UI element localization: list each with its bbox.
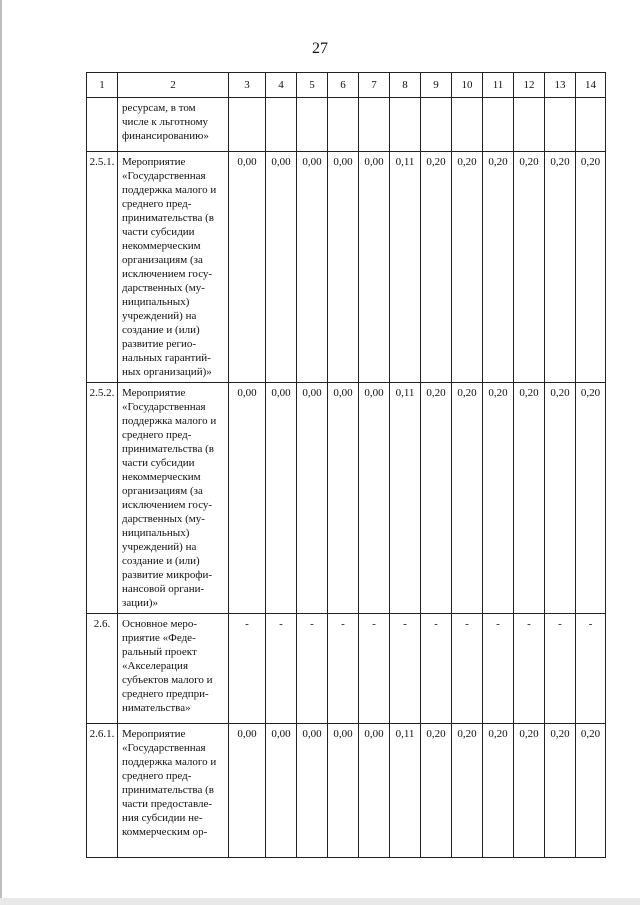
value-cell-col-14: - [576,614,606,724]
scan-bottom-edge [0,898,640,905]
header-cell-14: 14 [576,73,606,98]
header-cell-7: 7 [359,73,390,98]
value-cell-col-4: 0,00 [266,724,297,858]
row-description: Мероприятие «Государственная поддержка малого и среднего пред-принимательства (в части субсидии некоммерческим организациям (за исключением госу-дарственных (му-ниципальных) учреждений) на создание и (или) развитие микрофи-нансовой органи-зации)» [118,383,229,614]
header-cell-8: 8 [390,73,421,98]
value-cell-col-12: 0,20 [514,724,545,858]
value-cell-col-6 [328,98,359,152]
header-cell-2: 2 [118,73,229,98]
value-cell-col-6: 0,00 [328,383,359,614]
row-description: Мероприятие «Государственная поддержка малого и среднего пред-принимательства (в части предоставле-ния субсидии не-коммерческим ор- [118,724,229,858]
value-cell-col-8 [390,98,421,152]
value-cell-col-7: - [359,614,390,724]
value-cell-col-12: 0,20 [514,152,545,383]
row-number: 2.6.1. [87,724,118,858]
value-cell-col-11: 0,20 [483,383,514,614]
value-cell-col-12: 0,20 [514,383,545,614]
value-cell-col-11: - [483,614,514,724]
header-cell-5: 5 [297,73,328,98]
value-cell-col-4 [266,98,297,152]
value-cell-col-8: 0,11 [390,152,421,383]
row-number: 2.5.2. [87,383,118,614]
value-cell-col-3 [229,98,266,152]
value-cell-col-4: - [266,614,297,724]
page-number: 27 [312,40,328,57]
row-number: 2.5.1. [87,152,118,383]
value-cell-col-10: 0,20 [452,152,483,383]
value-cell-col-7: 0,00 [359,383,390,614]
value-cell-col-8: - [390,614,421,724]
value-cell-col-6: - [328,614,359,724]
table-row [87,614,606,724]
value-cell-col-4: 0,00 [266,152,297,383]
value-cell-col-5: 0,00 [297,383,328,614]
value-cell-col-13 [545,98,576,152]
value-cell-col-5 [297,98,328,152]
row-description: Мероприятие «Государственная поддержка малого и среднего пред-принимательства (в части субсидии некоммерческим организациям (за исключением госу-дарственных (му-ниципальных) учреждений) на создание и (или) развитие регио-нальных гарантий-ных организаций)» [118,152,229,383]
value-cell-col-3: 0,00 [229,383,266,614]
header-cell-13: 13 [545,73,576,98]
value-cell-col-9: 0,20 [421,724,452,858]
value-cell-col-9: 0,20 [421,152,452,383]
header-cell-3: 3 [229,73,266,98]
table-row [87,383,606,614]
value-cell-col-10: - [452,614,483,724]
value-cell-col-8: 0,11 [390,383,421,614]
header-cell-1: 1 [87,73,118,98]
value-cell-col-5: 0,00 [297,152,328,383]
row-number [87,98,118,152]
value-cell-col-13: 0,20 [545,724,576,858]
value-cell-col-3: 0,00 [229,724,266,858]
value-cell-col-13: - [545,614,576,724]
header-cell-10: 10 [452,73,483,98]
row-description: Основное меро-приятие «Феде-ральный проект «Акселерация субъектов малого и среднего предпри-нимательства» [118,614,229,724]
row-number: 2.6. [87,614,118,724]
value-cell-col-3: - [229,614,266,724]
value-cell-col-14 [576,98,606,152]
table-row [87,98,606,152]
value-cell-col-12: - [514,614,545,724]
value-cell-col-3: 0,00 [229,152,266,383]
value-cell-col-14: 0,20 [576,152,606,383]
header-cell-9: 9 [421,73,452,98]
value-cell-col-14: 0,20 [576,724,606,858]
value-cell-col-7: 0,00 [359,724,390,858]
header-cell-12: 12 [514,73,545,98]
scan-left-edge [0,0,2,905]
value-cell-col-9: - [421,614,452,724]
value-cell-col-5: - [297,614,328,724]
value-cell-col-13: 0,20 [545,383,576,614]
value-cell-col-5: 0,00 [297,724,328,858]
header-cell-6: 6 [328,73,359,98]
table-row [87,724,606,858]
table-row [87,152,606,383]
table-header-row [87,73,606,98]
value-cell-col-11: 0,20 [483,724,514,858]
value-cell-col-13: 0,20 [545,152,576,383]
value-cell-col-7 [359,98,390,152]
value-cell-col-9 [421,98,452,152]
data-table [86,72,606,858]
header-cell-11: 11 [483,73,514,98]
value-cell-col-10 [452,98,483,152]
value-cell-col-8: 0,11 [390,724,421,858]
value-cell-col-11: 0,20 [483,152,514,383]
value-cell-col-4: 0,00 [266,383,297,614]
header-cell-4: 4 [266,73,297,98]
row-description: ресурсам, в том числе к льготному финансированию» [118,98,229,152]
value-cell-col-10: 0,20 [452,724,483,858]
value-cell-col-6: 0,00 [328,152,359,383]
value-cell-col-14: 0,20 [576,383,606,614]
value-cell-col-12 [514,98,545,152]
value-cell-col-11 [483,98,514,152]
value-cell-col-9: 0,20 [421,383,452,614]
value-cell-col-7: 0,00 [359,152,390,383]
value-cell-col-10: 0,20 [452,383,483,614]
table-body [87,73,606,858]
value-cell-col-6: 0,00 [328,724,359,858]
